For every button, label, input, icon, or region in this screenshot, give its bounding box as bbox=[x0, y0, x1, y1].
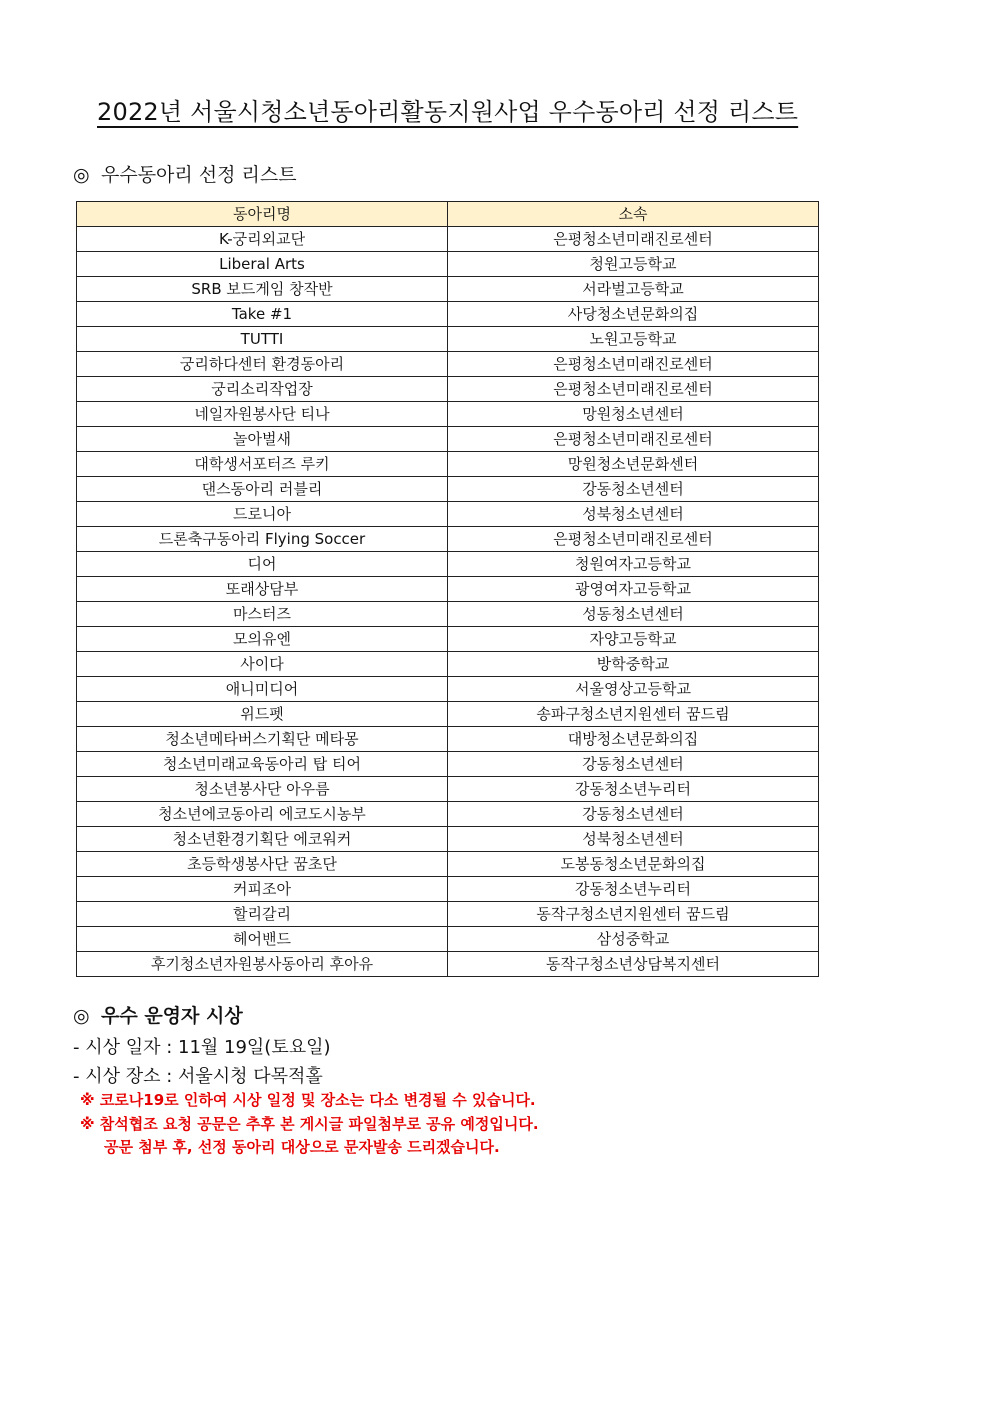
double-circle-icon: ◎ bbox=[73, 164, 90, 186]
club-name-cell: 애니미디어 bbox=[77, 677, 448, 702]
table-row bbox=[77, 702, 819, 727]
table-row bbox=[77, 877, 819, 902]
affiliation-cell: 청원여자고등학교 bbox=[448, 552, 819, 577]
club-name-cell: 드로니아 bbox=[77, 502, 448, 527]
table-row bbox=[77, 477, 819, 502]
club-name-cell: 초등학생봉사단 꿈초단 bbox=[77, 852, 448, 877]
club-name-cell: 또래상담부 bbox=[77, 577, 448, 602]
club-name-cell: 청소년에코동아리 에코도시농부 bbox=[77, 802, 448, 827]
table-row bbox=[77, 952, 819, 977]
section-heading-award bbox=[73, 1001, 243, 1028]
column-header-club-name: 동아리명 bbox=[77, 202, 448, 227]
table-row bbox=[77, 427, 819, 452]
club-name-cell: Liberal Arts bbox=[77, 252, 448, 277]
affiliation-cell: 망원청소년센터 bbox=[448, 402, 819, 427]
affiliation-cell: 광영여자고등학교 bbox=[448, 577, 819, 602]
table-row bbox=[77, 377, 819, 402]
table-header-row bbox=[77, 202, 819, 227]
table-row bbox=[77, 252, 819, 277]
club-name-cell: 궁리하다센터 환경동아리 bbox=[77, 352, 448, 377]
affiliation-cell: 은평청소년미래진로센터 bbox=[448, 352, 819, 377]
table-row bbox=[77, 277, 819, 302]
affiliation-cell: 동작구청소년지원센터 꿈드림 bbox=[448, 902, 819, 927]
club-name-cell: 청소년환경기획단 에코워커 bbox=[77, 827, 448, 852]
table-row bbox=[77, 552, 819, 577]
club-list-table bbox=[76, 201, 819, 977]
club-name-cell: 위드펫 bbox=[77, 702, 448, 727]
table-row bbox=[77, 577, 819, 602]
table-row bbox=[77, 327, 819, 352]
affiliation-cell: 성동청소년센터 bbox=[448, 602, 819, 627]
affiliation-cell: 대방청소년문화의집 bbox=[448, 727, 819, 752]
table-row bbox=[77, 827, 819, 852]
club-name-cell: 대학생서포터즈 루키 bbox=[77, 452, 448, 477]
table-row bbox=[77, 227, 819, 252]
notice-line: ※ 코로나19로 인하여 시상 일정 및 장소는 다소 변경될 수 있습니다. bbox=[80, 1091, 536, 1109]
affiliation-cell: 자양고등학교 bbox=[448, 627, 819, 652]
club-name-cell: 마스터즈 bbox=[77, 602, 448, 627]
table-row bbox=[77, 627, 819, 652]
notice-line: 공문 첨부 후, 선정 동아리 대상으로 문자발송 드리겠습니다. bbox=[104, 1138, 500, 1156]
table-row bbox=[77, 452, 819, 477]
affiliation-cell: 동작구청소년상담복지센터 bbox=[448, 952, 819, 977]
double-circle-icon: ◎ bbox=[73, 1005, 90, 1027]
table-row bbox=[77, 352, 819, 377]
club-name-cell: 커피조아 bbox=[77, 877, 448, 902]
club-name-cell: 놀아벌새 bbox=[77, 427, 448, 452]
affiliation-cell: 방학중학교 bbox=[448, 652, 819, 677]
notice-line: ※ 참석협조 요청 공문은 추후 본 게시글 파일첨부로 공유 예정입니다. bbox=[80, 1115, 539, 1133]
club-name-cell: 궁리소리작업장 bbox=[77, 377, 448, 402]
affiliation-cell: 망원청소년문화센터 bbox=[448, 452, 819, 477]
club-name-cell: Take #1 bbox=[77, 302, 448, 327]
affiliation-cell: 청원고등학교 bbox=[448, 252, 819, 277]
club-name-cell: 후기청소년자원봉사동아리 후아유 bbox=[77, 952, 448, 977]
affiliation-cell: 은평청소년미래진로센터 bbox=[448, 527, 819, 552]
club-name-cell: 할리갈리 bbox=[77, 902, 448, 927]
affiliation-cell: 송파구청소년지원센터 꿈드림 bbox=[448, 702, 819, 727]
affiliation-cell: 성북청소년센터 bbox=[448, 502, 819, 527]
affiliation-cell: 사당청소년문화의집 bbox=[448, 302, 819, 327]
section-heading-selection-list bbox=[73, 160, 297, 187]
club-name-cell: TUTTI bbox=[77, 327, 448, 352]
section-heading-label: 우수 운영자 시상 bbox=[101, 1005, 243, 1027]
club-name-cell: 네일자원봉사단 티나 bbox=[77, 402, 448, 427]
affiliation-cell: 강동청소년센터 bbox=[448, 477, 819, 502]
table-row bbox=[77, 652, 819, 677]
affiliation-cell: 강동청소년누리터 bbox=[448, 877, 819, 902]
award-date: - 시상 일자 : 11월 19일(토요일) bbox=[73, 1037, 331, 1058]
club-name-cell: 디어 bbox=[77, 552, 448, 577]
club-name-cell: 모의유엔 bbox=[77, 627, 448, 652]
club-name-cell: 청소년메타버스기획단 메타몽 bbox=[77, 727, 448, 752]
club-name-cell: 청소년미래교육동아리 탑 티어 bbox=[77, 752, 448, 777]
club-name-cell: 댄스동아리 러블리 bbox=[77, 477, 448, 502]
table-row bbox=[77, 502, 819, 527]
club-name-cell: SRB 보드게임 창작반 bbox=[77, 277, 448, 302]
affiliation-cell: 성북청소년센터 bbox=[448, 827, 819, 852]
table-row bbox=[77, 802, 819, 827]
table-row bbox=[77, 302, 819, 327]
table-row bbox=[77, 727, 819, 752]
table-row bbox=[77, 752, 819, 777]
affiliation-cell: 서라벌고등학교 bbox=[448, 277, 819, 302]
club-name-cell: 드론축구동아리 Flying Soccer bbox=[77, 527, 448, 552]
table-row bbox=[77, 902, 819, 927]
column-header-affiliation: 소속 bbox=[448, 202, 819, 227]
affiliation-cell: 서울영상고등학교 bbox=[448, 677, 819, 702]
affiliation-cell: 삼성중학교 bbox=[448, 927, 819, 952]
club-name-cell: 청소년봉사단 아우름 bbox=[77, 777, 448, 802]
affiliation-cell: 강동청소년누리터 bbox=[448, 777, 819, 802]
affiliation-cell: 은평청소년미래진로센터 bbox=[448, 427, 819, 452]
table-row bbox=[77, 677, 819, 702]
table-row bbox=[77, 527, 819, 552]
table-row bbox=[77, 777, 819, 802]
club-name-cell: 사이다 bbox=[77, 652, 448, 677]
table-row bbox=[77, 402, 819, 427]
affiliation-cell: 강동청소년센터 bbox=[448, 752, 819, 777]
affiliation-cell: 도봉동청소년문화의집 bbox=[448, 852, 819, 877]
table-row bbox=[77, 852, 819, 877]
affiliation-cell: 강동청소년센터 bbox=[448, 802, 819, 827]
page-title: 2022년 서울시청소년동아리활동지원사업 우수동아리 선정 리스트 bbox=[97, 98, 799, 126]
affiliation-cell: 노원고등학교 bbox=[448, 327, 819, 352]
affiliation-cell: 은평청소년미래진로센터 bbox=[448, 227, 819, 252]
section-heading-label: 우수동아리 선정 리스트 bbox=[101, 164, 297, 186]
club-name-cell: K-궁리외교단 bbox=[77, 227, 448, 252]
table-row bbox=[77, 927, 819, 952]
table-row bbox=[77, 602, 819, 627]
club-name-cell: 헤어밴드 bbox=[77, 927, 448, 952]
award-place: - 시상 장소 : 서울시청 다목적홀 bbox=[73, 1066, 323, 1087]
affiliation-cell: 은평청소년미래진로센터 bbox=[448, 377, 819, 402]
